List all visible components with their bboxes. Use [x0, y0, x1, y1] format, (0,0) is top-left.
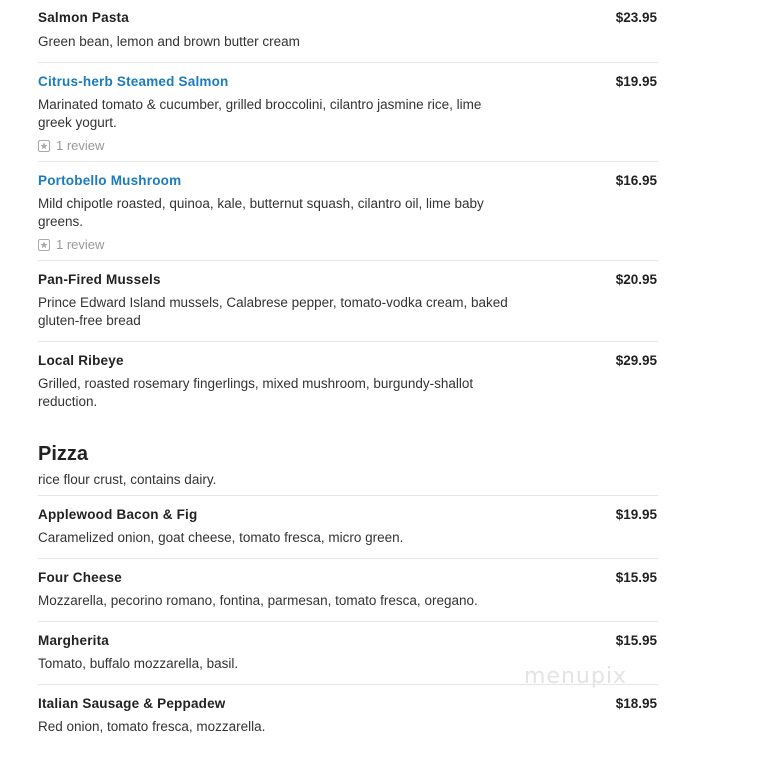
menu-item — [38, 342, 658, 442]
item-price: $20.95 — [615, 272, 657, 287]
item-price: $29.95 — [615, 353, 657, 368]
section-title: Pizza — [38, 443, 89, 465]
item-price: $15.95 — [615, 570, 657, 585]
item-name: Four Cheese — [38, 570, 122, 585]
star-icon — [38, 239, 50, 251]
item-name: Salmon Pasta — [38, 10, 129, 25]
item-name: Applewood Bacon & Fig — [38, 507, 198, 522]
item-description: Green bean, lemon and brown butter cream — [38, 34, 300, 49]
item-price: $18.95 — [615, 696, 657, 711]
item-description: Prince Edward Island mussels, Calabrese pepper, tomato-vodka cream, baked gluten-free bread — [38, 295, 508, 328]
item-name: Margherita — [38, 633, 110, 648]
menu-item — [38, 685, 658, 747]
item-name: Local Ribeye — [38, 353, 124, 368]
item-description: Grilled, roasted rosemary fingerlings, mixed mushroom, burgundy-shallot reduction. — [38, 376, 474, 409]
review-link[interactable] — [38, 137, 658, 155]
item-description: Caramelized onion, goat cheese, tomato fresca, micro green. — [38, 530, 404, 545]
item-description: Marinated tomato & cucumber, grilled broccolini, cilantro jasmine rice, lime greek yogurt. — [38, 97, 482, 130]
review-count[interactable]: 1 review — [56, 138, 105, 153]
item-name: Pan-Fired Mussels — [38, 272, 161, 287]
item-name: Italian Sausage & Peppadew — [38, 696, 226, 711]
menu-item — [38, 261, 658, 342]
item-name-link[interactable]: Citrus-herb Steamed Salmon — [38, 74, 229, 89]
item-name-link[interactable]: Portobello Mushroom — [38, 173, 182, 188]
item-description: Mozzarella, pecorino romano, fontina, parmesan, tomato fresca, oregano. — [38, 593, 478, 608]
item-description: Mild chipotle roasted, quinoa, kale, butternut squash, cilantro oil, lime baby greens. — [38, 196, 484, 229]
menu-item — [38, 0, 658, 63]
menu-item — [38, 559, 658, 622]
item-price: $19.95 — [615, 507, 657, 522]
menu-item — [38, 496, 658, 559]
section-header — [38, 442, 658, 496]
menupix-watermark: menupix — [524, 664, 627, 689]
menu-item — [38, 63, 658, 162]
item-price: $16.95 — [615, 173, 657, 188]
item-price: $23.95 — [615, 10, 657, 25]
section-description: rice flour crust, contains dairy. — [38, 472, 217, 487]
item-description: Tomato, buffalo mozzarella, basil. — [38, 656, 239, 671]
item-description: Red onion, tomato fresca, mozzarella. — [38, 719, 266, 734]
menu-item — [38, 162, 658, 261]
item-price: $19.95 — [615, 74, 657, 89]
item-price: $15.95 — [615, 633, 657, 648]
review-count[interactable]: 1 review — [56, 237, 105, 252]
star-icon — [38, 140, 50, 152]
review-link[interactable] — [38, 236, 658, 254]
menu-list — [38, 0, 658, 747]
